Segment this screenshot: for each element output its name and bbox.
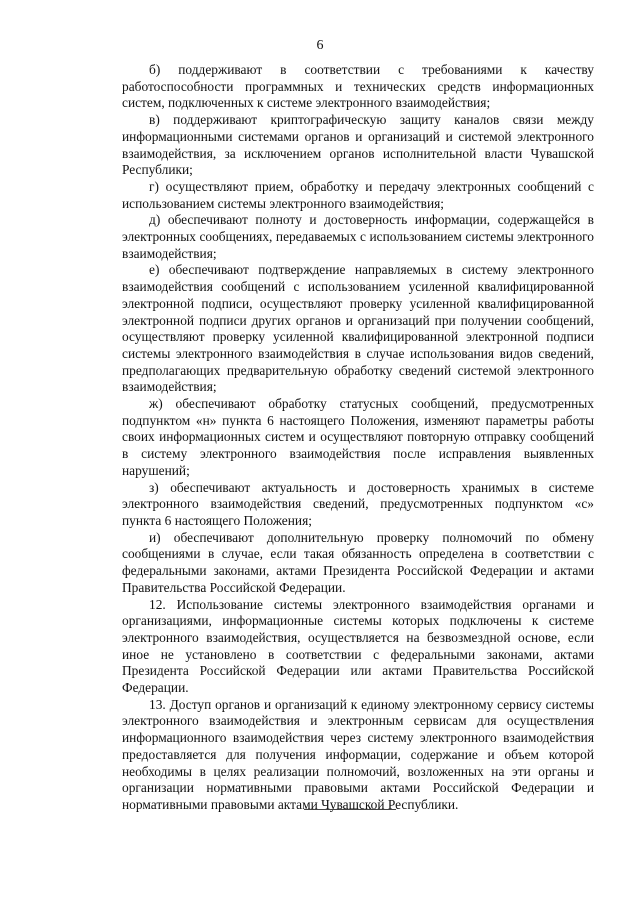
paragraph-12: 12. Использование системы электронного взаимодействия органами и организациями, информационные системы которых подключены к системе электронного взаимодействия, осуществляется на безвозмездной основе, если иное не установлено в соответствии с федеральными законами, актами Президента Российской Федерации или актами Правительства Российской Федерации. bbox=[122, 596, 594, 696]
paragraph-d: д) обеспечивают полноту и достоверность информации, содержащейся в электронных сообщениях, передаваемых с использованием системы электронного взаимодействия; bbox=[122, 212, 594, 261]
document-body bbox=[122, 62, 594, 814]
paragraph-e: е) обеспечивают подтверждение направляемых в систему электронного взаимодействия сообщений с использованием усиленной квалифицированной электронной подписи, осуществляют проверку усиленной квалифицированной электронной подписи других органов и организаций при получении сообщений, осуществляют проверку усиленной квалифицированной электронной подписи системы электронного взаимодействия в случае использования видов сведений, предполагающих предварительную обработку сведений системой электронного взаимодействия; bbox=[122, 262, 594, 395]
paragraph-13: 13. Доступ органов и организаций к единому электронному сервису системы электронного взаимодействия и электронным сервисам для осуществления информационного взаимодействия через систему электронного взаимодействия предоставляется для получения информации, содержание и объем которой необходимы в целях реализации полномочий, возложенных на эти органы и организации нормативными правовыми актами Российской Федерации и нормативными правовыми актами Чувашской Республики. bbox=[122, 696, 594, 812]
paragraph-b: б) поддерживают в соответствии с требованиями к качеству работоспособности программных и технических средств информационных систем, подключенных к системе электронного взаимодействия; bbox=[122, 62, 594, 111]
paragraph-z: з) обеспечивают актуальность и достоверность хранимых в системе электронного взаимодействия сведений, предусмотренных подпунктом «с» пункта 6 настоящего Положения; bbox=[122, 479, 594, 528]
paragraph-zh: ж) обеспечивают обработку статусных сообщений, предусмотренных подпунктом «н» пункта 6 настоящего Положения, изменяют параметры работы своих информационных систем и осуществляют повторную отправку сообщений в систему электронного взаимодействия после исправления выявленных нарушений; bbox=[122, 396, 594, 478]
paragraph-g: г) осуществляют прием, обработку и передачу электронных сообщений с использованием системы электронного взаимодействия; bbox=[122, 178, 594, 211]
paragraph-v: в) поддерживают криптографическую защиту каналов связи между информационными системами органов и организаций и системой электронного взаимодействия, за исключением органов исполнительной власти Чувашской Республики; bbox=[122, 112, 594, 178]
end-divider bbox=[304, 809, 396, 810]
paragraph-i: и) обеспечивают дополнительную проверку полномочий по обмену сообщениями в случае, если такая обязанность определена в соответствии с федеральными законами, актами Президента Российской Федерации и актами Правительства Российской Федерации. bbox=[122, 529, 594, 595]
page-number: 6 bbox=[316, 38, 324, 53]
